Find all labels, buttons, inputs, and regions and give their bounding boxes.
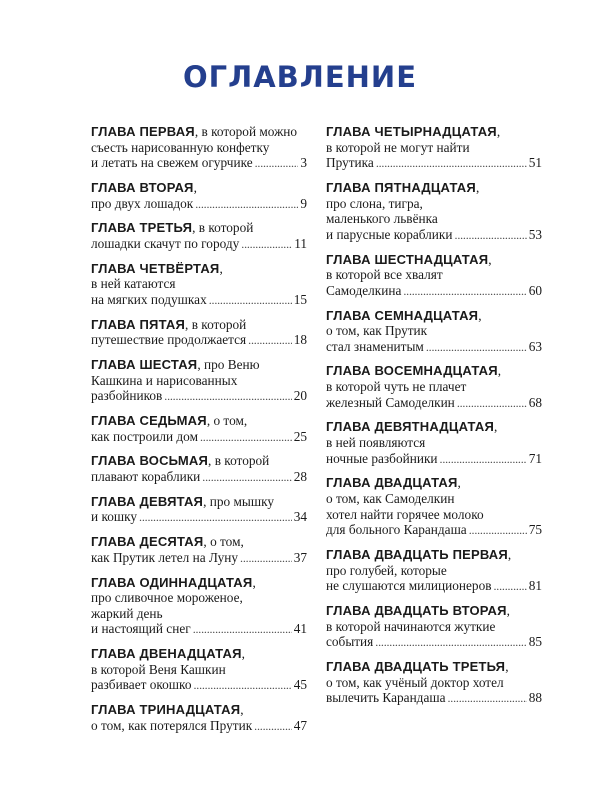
chapter-description: , xyxy=(219,260,223,276)
chapter-heading: ГЛАВА ДВАДЦАТЬ ПЕРВАЯ xyxy=(326,546,508,562)
chapter-description: , xyxy=(497,363,502,379)
toc-line xyxy=(91,677,307,694)
toc-line xyxy=(326,578,542,595)
page-number: 68 xyxy=(528,394,542,410)
page-number: 85 xyxy=(528,634,542,650)
chapter-description: , xyxy=(505,658,509,674)
toc-line xyxy=(326,252,542,268)
chapter-description: маленького львёнка xyxy=(326,211,438,227)
toc-line xyxy=(91,196,307,213)
chapter-heading: ГЛАВА СЕДЬМАЯ xyxy=(91,413,207,429)
toc-line xyxy=(326,323,542,339)
chapter-heading: ГЛАВА ДЕВЯТАЯ xyxy=(91,493,204,509)
toc-entry xyxy=(91,575,307,638)
toc-line xyxy=(91,236,307,253)
chapter-heading: ГЛАВА ДВАДЦАТАЯ xyxy=(326,475,458,491)
toc-entry xyxy=(91,317,307,349)
dot-leader xyxy=(255,155,299,172)
chapter-description: , xyxy=(475,179,480,195)
chapter-description: , xyxy=(506,602,510,618)
page-number: 37 xyxy=(293,549,307,565)
toc-entry xyxy=(326,659,542,707)
chapter-description: железный Самоделкин xyxy=(326,394,455,410)
toc-line xyxy=(326,634,542,651)
chapter-heading: ГЛАВА ВОСЬМАЯ xyxy=(91,453,209,469)
toc-line xyxy=(91,702,307,718)
toc-line xyxy=(91,332,307,349)
toc-line xyxy=(91,124,307,140)
chapter-description: вылечить Карандаша xyxy=(326,690,446,706)
chapter-description: о том, как потерялся Прутик xyxy=(91,717,253,733)
dot-leader xyxy=(376,155,527,172)
toc-line xyxy=(326,451,542,468)
dot-leader xyxy=(254,718,292,735)
chapter-description: как построили дом xyxy=(91,428,198,444)
chapter-description: путешествие продолжается xyxy=(91,332,247,348)
chapter-heading: ГЛАВА ВОСЕМНАДЦАТАЯ xyxy=(326,363,498,379)
page-number: 41 xyxy=(293,621,307,637)
dot-leader xyxy=(494,578,527,595)
page-number: 51 xyxy=(528,155,542,171)
chapter-description: , xyxy=(252,574,256,590)
toc-entry xyxy=(326,124,542,172)
toc-line xyxy=(91,550,307,567)
chapter-description: как Прутик летел на Луну xyxy=(91,549,239,565)
chapter-description: , про мышку xyxy=(203,493,274,509)
chapter-heading: ГЛАВА ВТОРАЯ xyxy=(91,179,194,195)
toc-line xyxy=(326,267,542,283)
chapter-heading: ГЛАВА ДВАДЦАТЬ ВТОРАЯ xyxy=(326,602,507,618)
toc-line xyxy=(326,659,542,675)
chapter-description: , в которой xyxy=(185,316,247,332)
chapter-heading: ГЛАВА ТРЕТЬЯ xyxy=(91,220,193,236)
toc-entry xyxy=(91,702,307,734)
toc-line xyxy=(91,534,307,550)
chapter-description: в ней катаются xyxy=(91,276,176,292)
dot-leader xyxy=(200,429,292,446)
page-number: 15 xyxy=(293,291,307,307)
page-number: 28 xyxy=(293,469,307,484)
chapter-description: Самоделкина xyxy=(326,282,402,298)
dot-leader xyxy=(193,677,291,694)
toc-line xyxy=(326,547,542,563)
toc-entry xyxy=(91,261,307,309)
dot-leader xyxy=(375,634,526,651)
chapter-description: в ней появляются xyxy=(326,435,426,451)
chapter-description: плавают кораблики xyxy=(91,469,201,484)
toc-line xyxy=(91,718,307,735)
toc-line xyxy=(91,357,307,373)
toc-entry xyxy=(91,453,307,485)
chapter-heading: ГЛАВА ПЯТНАДЦАТАЯ xyxy=(326,179,476,195)
toc-line xyxy=(91,662,307,678)
chapter-description: , xyxy=(240,702,244,718)
chapter-description: , xyxy=(507,546,512,562)
chapter-description: и кошку xyxy=(91,509,138,525)
page-number: 75 xyxy=(528,522,542,538)
chapter-description: о том, как Самоделкин xyxy=(326,491,455,506)
chapter-description: и настоящий снег xyxy=(91,621,191,637)
chapter-description: лошадки скачут по городу xyxy=(91,235,240,251)
toc-line xyxy=(91,220,307,236)
chapter-description: хотел найти горячее молоко xyxy=(326,506,484,522)
toc-line xyxy=(91,494,307,510)
chapter-description: в которой Веня Кашкин xyxy=(91,661,226,677)
chapter-description: , в которой xyxy=(192,220,254,236)
chapter-description: про голубей, которые xyxy=(326,562,447,578)
page-number: 11 xyxy=(294,235,307,251)
chapter-heading: ГЛАВА ДВАДЦАТЬ ТРЕТЬЯ xyxy=(326,658,506,674)
toc-line xyxy=(91,292,307,309)
toc-line xyxy=(326,363,542,379)
toc-entry xyxy=(326,363,542,411)
chapter-heading: ГЛАВА ДЕВЯТНАДЦАТАЯ xyxy=(326,419,494,435)
page-number: 47 xyxy=(293,717,307,733)
toc-entry xyxy=(91,494,307,526)
chapter-description: , xyxy=(478,307,482,323)
chapter-description: для больного Карандаша xyxy=(326,522,467,538)
page-number: 34 xyxy=(293,509,307,525)
dot-leader xyxy=(426,339,527,356)
chapter-description: и парусные кораблики xyxy=(326,226,453,242)
chapter-description: про двух лошадок xyxy=(91,195,194,211)
chapter-description: , xyxy=(193,179,197,195)
dot-leader xyxy=(240,550,292,567)
chapter-description: Кашкина и нарисованных xyxy=(91,372,238,388)
toc-entry xyxy=(326,308,542,356)
chapter-description: в которой все хвалят xyxy=(326,267,443,283)
toc-line xyxy=(326,675,542,691)
toc-line xyxy=(326,419,542,435)
chapter-description: про сливочное мороженое, xyxy=(91,590,243,606)
chapter-description: в которой начинаются жуткие xyxy=(326,618,496,634)
chapter-description: о том, как учёный доктор хотел xyxy=(326,674,504,690)
chapter-description: , про Веню xyxy=(197,357,260,373)
dot-leader xyxy=(139,509,292,526)
chapter-heading: ГЛАВА ЧЕТЫРНАДЦАТАЯ xyxy=(326,124,497,139)
chapter-description: , xyxy=(496,124,501,139)
toc-entry xyxy=(326,547,542,595)
chapter-description: в которой чуть не плачет xyxy=(326,379,467,395)
dot-leader xyxy=(193,621,292,638)
page-number: 9 xyxy=(300,195,307,211)
toc-line xyxy=(326,180,542,196)
chapter-heading: ГЛАВА ДЕСЯТАЯ xyxy=(91,534,204,550)
toc-line xyxy=(91,621,307,638)
page-number: 60 xyxy=(528,282,542,298)
toc-column-left xyxy=(91,124,307,742)
chapter-description: про слона, тигра, xyxy=(326,195,423,211)
chapter-heading: ГЛАВА СЕМНАДЦАТАЯ xyxy=(326,307,479,323)
toc-entry xyxy=(91,180,307,212)
chapter-description: события xyxy=(326,634,374,650)
dot-leader xyxy=(403,283,526,300)
dot-leader xyxy=(455,227,527,244)
chapter-description: не слушаются милиционеров xyxy=(326,578,492,594)
page-number: 3 xyxy=(300,155,307,171)
dot-leader xyxy=(202,469,291,486)
toc-line xyxy=(91,469,307,486)
chapter-description: жаркий день xyxy=(91,605,163,621)
toc-line xyxy=(326,196,542,212)
page-number: 45 xyxy=(293,677,307,693)
toc-line xyxy=(91,646,307,662)
page-number: 18 xyxy=(293,332,307,348)
toc-entry xyxy=(91,357,307,405)
toc-line xyxy=(326,155,542,172)
toc-line xyxy=(91,590,307,606)
page-number: 25 xyxy=(293,428,307,444)
page-number: 20 xyxy=(293,388,307,404)
toc-line xyxy=(326,475,542,491)
toc-entry xyxy=(326,603,542,651)
chapter-description: ночные разбойники xyxy=(326,450,438,466)
toc-line xyxy=(326,522,542,539)
page-title: ОГЛАВЛЕНИЕ xyxy=(182,60,417,94)
chapter-description: , о том, xyxy=(206,413,248,429)
toc-line xyxy=(326,124,542,140)
chapter-heading: ГЛАВА ШЕСТАЯ xyxy=(91,357,198,373)
toc-entry xyxy=(91,646,307,694)
chapter-description: съесть нарисованную конфетку xyxy=(91,139,270,155)
toc-line xyxy=(91,413,307,429)
toc-line xyxy=(91,317,307,333)
chapter-heading: ГЛАВА ОДИННАДЦАТАЯ xyxy=(91,574,253,590)
toc-line xyxy=(326,308,542,324)
page-number: 63 xyxy=(528,338,542,354)
dot-leader xyxy=(440,451,527,468)
chapter-description: , в которой можно xyxy=(194,124,298,139)
toc-line xyxy=(326,563,542,579)
page-number: 71 xyxy=(528,450,542,466)
dot-leader xyxy=(457,395,527,412)
toc-entry xyxy=(91,534,307,566)
toc-line xyxy=(326,379,542,395)
toc-line xyxy=(326,690,542,707)
toc-line xyxy=(91,575,307,591)
toc-entry xyxy=(326,252,542,300)
chapter-description: разбивает окошко xyxy=(91,677,192,693)
chapter-heading: ГЛАВА ТРИНАДЦАТАЯ xyxy=(91,702,241,718)
toc-line xyxy=(91,261,307,277)
chapter-description: , xyxy=(241,646,245,662)
chapter-description: Прутика xyxy=(326,155,374,171)
chapter-description: , о том, xyxy=(203,534,244,550)
dot-leader xyxy=(209,292,292,309)
toc-entry xyxy=(326,475,542,538)
toc-line xyxy=(326,603,542,619)
dot-leader xyxy=(241,236,292,253)
toc-line xyxy=(326,227,542,244)
page-number: 88 xyxy=(528,690,542,706)
chapter-description: о том, как Прутик xyxy=(326,323,428,339)
toc-line xyxy=(91,388,307,405)
toc-line xyxy=(91,140,307,156)
page-number: 81 xyxy=(528,578,542,594)
toc-column-right xyxy=(326,124,542,715)
toc-entry xyxy=(91,413,307,445)
toc-line xyxy=(326,211,542,227)
toc-line xyxy=(326,140,542,156)
chapter-description: на мягких подушках xyxy=(91,291,207,307)
dot-leader xyxy=(164,388,291,405)
toc-entry xyxy=(326,419,542,467)
page-number: 53 xyxy=(528,226,542,242)
chapter-heading: ГЛАВА ДВЕНАДЦАТАЯ xyxy=(91,646,242,662)
chapter-description: стал знаменитым xyxy=(326,338,424,354)
chapter-description: , xyxy=(488,251,492,267)
dot-leader xyxy=(469,522,527,539)
toc-line xyxy=(326,283,542,300)
toc-line xyxy=(326,395,542,412)
toc-line xyxy=(91,606,307,622)
toc-entry xyxy=(326,180,542,243)
toc-line xyxy=(326,491,542,507)
dot-leader xyxy=(448,690,527,707)
chapter-description: разбойников xyxy=(91,388,163,404)
chapter-heading: ГЛАВА ШЕСТНАДЦАТАЯ xyxy=(326,251,489,267)
toc-entry xyxy=(91,220,307,252)
toc-line xyxy=(91,155,307,172)
toc-line xyxy=(91,509,307,526)
chapter-description: , xyxy=(457,475,461,491)
dot-leader xyxy=(195,196,298,213)
toc-line xyxy=(91,429,307,446)
chapter-heading: ГЛАВА ПЕРВАЯ xyxy=(91,124,195,139)
chapter-description: , xyxy=(494,419,498,435)
chapter-description: в которой не могут найти xyxy=(326,139,470,155)
toc-line xyxy=(326,339,542,356)
toc-line xyxy=(91,180,307,196)
toc-line xyxy=(326,435,542,451)
chapter-heading: ГЛАВА ПЯТАЯ xyxy=(91,316,186,332)
chapter-description: , в которой xyxy=(208,453,270,469)
chapter-description: и летать на свежем огурчике xyxy=(91,155,253,171)
chapter-heading: ГЛАВА ЧЕТВЁРТАЯ xyxy=(91,260,220,276)
dot-leader xyxy=(248,332,292,349)
toc-line xyxy=(91,276,307,292)
toc-entry xyxy=(91,124,307,172)
toc-line xyxy=(326,619,542,635)
toc-line xyxy=(326,507,542,523)
toc-line xyxy=(91,453,307,469)
toc-line xyxy=(91,373,307,389)
